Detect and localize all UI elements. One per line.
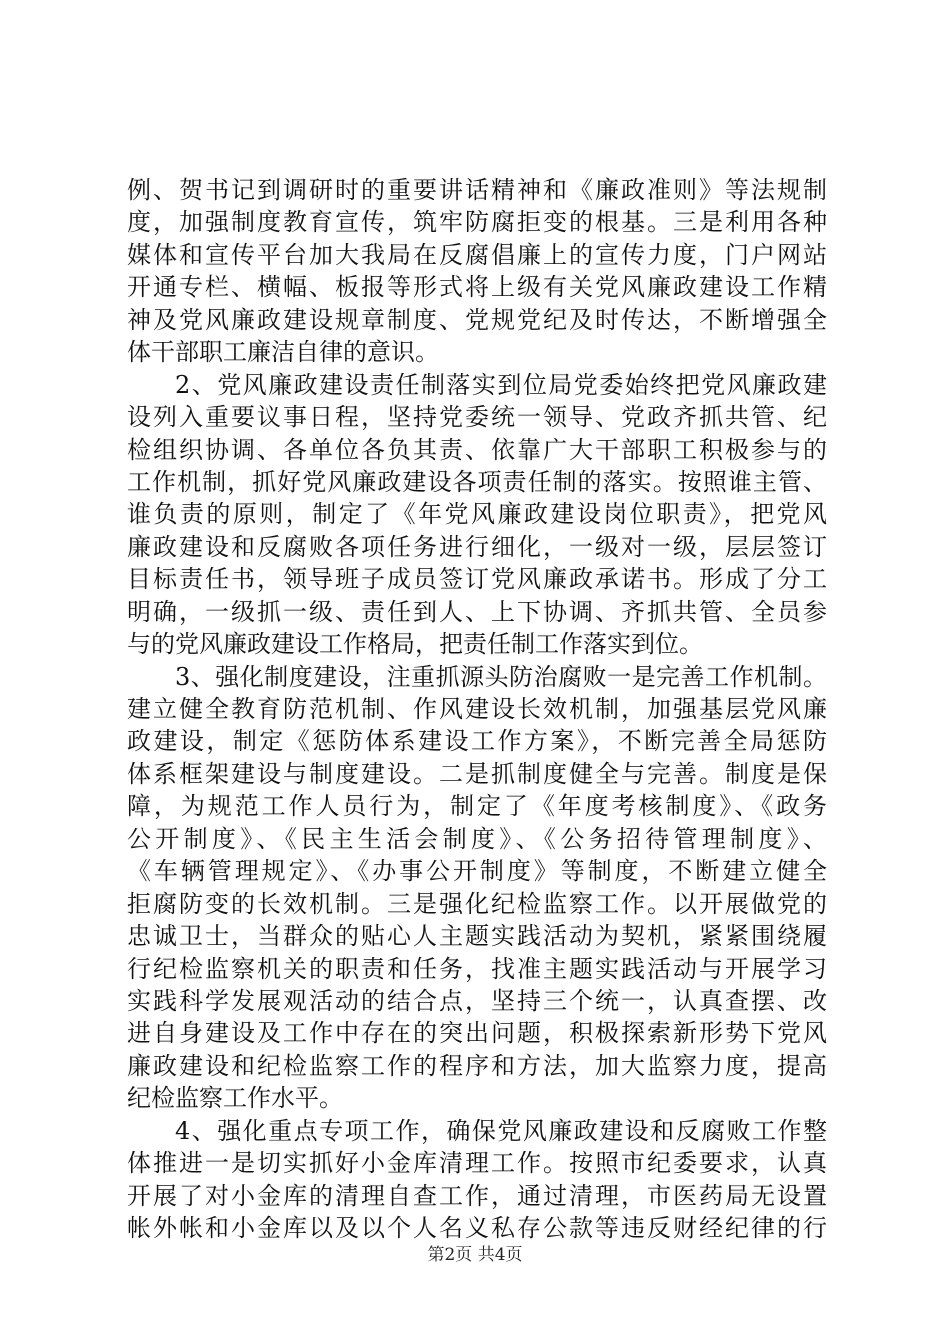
text-line: 明确，一级抓一级、责任到人、上下协调、齐抓共管、全员参	[127, 597, 827, 626]
text-line: 《车辆管理规定》、《办事公开制度》等制度，不断建立健全	[127, 857, 827, 886]
text-line: 工作机制，抓好党风廉政建设各项责任制的落实。按照谁主管、	[127, 467, 827, 496]
text-line: 设列入重要议事日程，坚持党委统一领导、党政齐抓共管、纪	[127, 403, 827, 432]
text-line: 廉政建设和纪检监察工作的程序和方法，加大监察力度，提高	[127, 1051, 827, 1080]
text-line: 媒体和宣传平台加大我局在反腐倡廉上的宣传力度，门户网站	[127, 240, 827, 269]
text-line: 纪检监察工作水平。	[127, 1084, 343, 1113]
text-line: 忠诚卫士，当群众的贴心人主题实践活动为契机，紧紧围绕履	[127, 922, 827, 951]
text-line: 行纪检监察机关的职责和任务，找准主题实践活动与开展学习	[127, 954, 827, 983]
text-line: 公开制度》、《民主生活会制度》、《公务招待管理制度》、	[127, 824, 827, 853]
text-line: 政建设，制定《惩防体系建设工作方案》，不断完善全局惩防	[127, 727, 827, 756]
text-line: 开通专栏、横幅、板报等形式将上级有关党风廉政建设工作精	[127, 273, 827, 302]
text-line: 进自身建设及工作中存在的突出问题，积极探索新形势下党风	[127, 1019, 827, 1048]
text-line: 拒腐防变的长效机制。三是强化纪检监察工作。以开展做党的	[127, 889, 827, 918]
text-line: 开展了对小金库的清理自查工作，通过清理，市医药局无设置	[127, 1181, 827, 1210]
text-line: 目标责任书，领导班子成员签订党风廉政承诺书。形成了分工	[127, 565, 827, 594]
text-line: 体干部职工廉洁自律的意识。	[127, 338, 439, 367]
text-line: 廉政建设和反腐败各项任务进行细化，一级对一级，层层签订	[127, 532, 827, 561]
text-line: 障，为规范工作人员行为，制定了《年度考核制度》、《政务	[127, 792, 827, 821]
text-line: 2、党风廉政建设责任制落实到位局党委始终把党风廉政建	[175, 370, 827, 399]
document-body	[127, 174, 827, 1244]
text-line: 与的党风廉政建设工作格局，把责任制工作落实到位。	[127, 630, 703, 659]
text-line: 帐外帐和小金库以及以个人名义私存公款等违反财经纪律的行	[127, 1214, 827, 1242]
text-line: 体推进一是切实抓好小金库清理工作。按照市纪委要求，认真	[127, 1149, 827, 1178]
text-line: 检组织协调、各单位各负其责、依靠广大干部职工积极参与的	[127, 435, 827, 464]
page-footer: 第2页 共4页	[427, 1245, 523, 1265]
text-line: 3、强化制度建设，注重抓源头防治腐败一是完善工作机制。	[175, 662, 827, 691]
text-line: 度，加强制度教育宣传，筑牢防腐拒变的根基。三是利用各种	[127, 208, 827, 237]
text-line: 建立健全教育防范机制、作风建设长效机制，加强基层党风廉	[127, 695, 827, 723]
text-line: 实践科学发展观活动的结合点，坚持三个统一，认真查摆、改	[127, 986, 827, 1015]
text-line: 谁负责的原则，制定了《年党风廉政建设岗位职责》，把党风	[127, 500, 827, 529]
text-line: 例、贺书记到调研时的重要讲话精神和《廉政准则》等法规制	[127, 176, 827, 204]
text-line: 4、强化重点专项工作，确保党风廉政建设和反腐败工作整	[175, 1116, 827, 1145]
text-line: 神及党风廉政建设规章制度、党规党纪及时传达，不断增强全	[127, 305, 827, 334]
text-line: 体系框架建设与制度建设。二是抓制度健全与完善。制度是保	[127, 759, 827, 788]
